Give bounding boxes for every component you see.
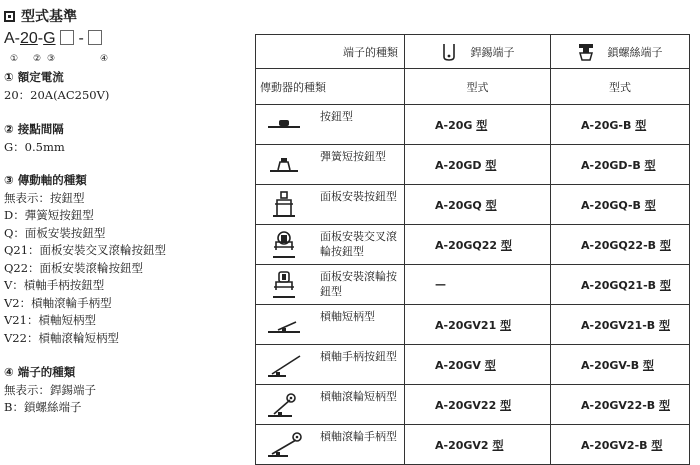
table-row: 槓軸滾輪手柄型 A-20GV2 型 A-20GV2-B 型 xyxy=(256,425,690,465)
roller-lever-icon xyxy=(266,430,302,460)
short-roller-lever-icon xyxy=(266,390,302,420)
blank-box-2 xyxy=(88,30,102,45)
blank-box-1 xyxy=(60,30,74,45)
table-row: 槓軸手柄按鈕型 A-20GV 型 A-20GV-B 型 xyxy=(256,345,690,385)
terminal-type-label: 端子的種類 xyxy=(343,46,398,59)
table-row: 面板安裝滾輪按鈕型 — A-20GQ21-B 型 xyxy=(256,265,690,305)
table-row: 面板安裝交叉滾輪按鈕型 A-20GQ22 型 A-20GQ22-B 型 xyxy=(256,225,690,265)
pushbutton-icon xyxy=(266,110,302,140)
hinge-lever-icon xyxy=(266,350,302,380)
model-table xyxy=(255,34,690,465)
table-row: 面板安裝按鈕型 A-20GQ 型 A-20GQ-B 型 xyxy=(256,185,690,225)
table-row: 槓軸滾輪短柄型 A-20GV22 型 A-20GV22-B 型 xyxy=(256,385,690,425)
actuator-section: ③ 傳動軸的種類 無表示：按鈕型 D：彈簧短按鈕型 Q：面板安裝按鈕型 Q21：面板安裝交叉滾輪按鈕型 Q22：面板安裝滾輪按鈕型 V：槓軸手柄按鈕型 V2：槓軸滾輪手柄型 V21：槓軸短柄型 V22：槓軸滾輪短柄型 xyxy=(4,173,167,345)
screw-terminal-icon xyxy=(578,43,594,61)
panel-cross-roller-icon xyxy=(266,230,302,260)
contact-gap-section: ② 接點間隔 G：0.5mm xyxy=(4,122,65,154)
table-row: 按鈕型 A-20G 型 A-20G-B 型 xyxy=(256,105,690,145)
model-code: A-20-G - xyxy=(4,30,102,48)
model-label-solder: 型式 xyxy=(405,69,551,105)
section-title: 型式基準 xyxy=(4,6,77,26)
terminal-section: ④ 端子的種類 無表示：銲錫端子 B：鎖螺絲端子 xyxy=(4,365,96,414)
panel-roller-icon xyxy=(266,270,302,300)
model-label-screw: 型式 xyxy=(551,69,690,105)
table-row: 彈簧短按鈕型 A-20GD 型 A-20GD-B 型 xyxy=(256,145,690,185)
table-row: 槓軸短柄型 A-20GV21 型 A-20GV21-B 型 xyxy=(256,305,690,345)
solder-terminal-icon xyxy=(441,43,457,61)
spring-pushbutton-icon xyxy=(266,150,302,180)
actuator-type-label: 傳動器的種類 xyxy=(256,69,405,105)
panel-pushbutton-icon xyxy=(266,190,302,220)
rated-current-section: ① 額定電流 20：20A(AC250V) xyxy=(4,70,110,102)
solder-terminal-header: 銲錫端子 xyxy=(470,45,515,59)
screw-terminal-header: 鎖螺絲端子 xyxy=(607,45,663,59)
square-bullet-icon xyxy=(4,11,15,22)
short-lever-icon xyxy=(266,310,302,340)
